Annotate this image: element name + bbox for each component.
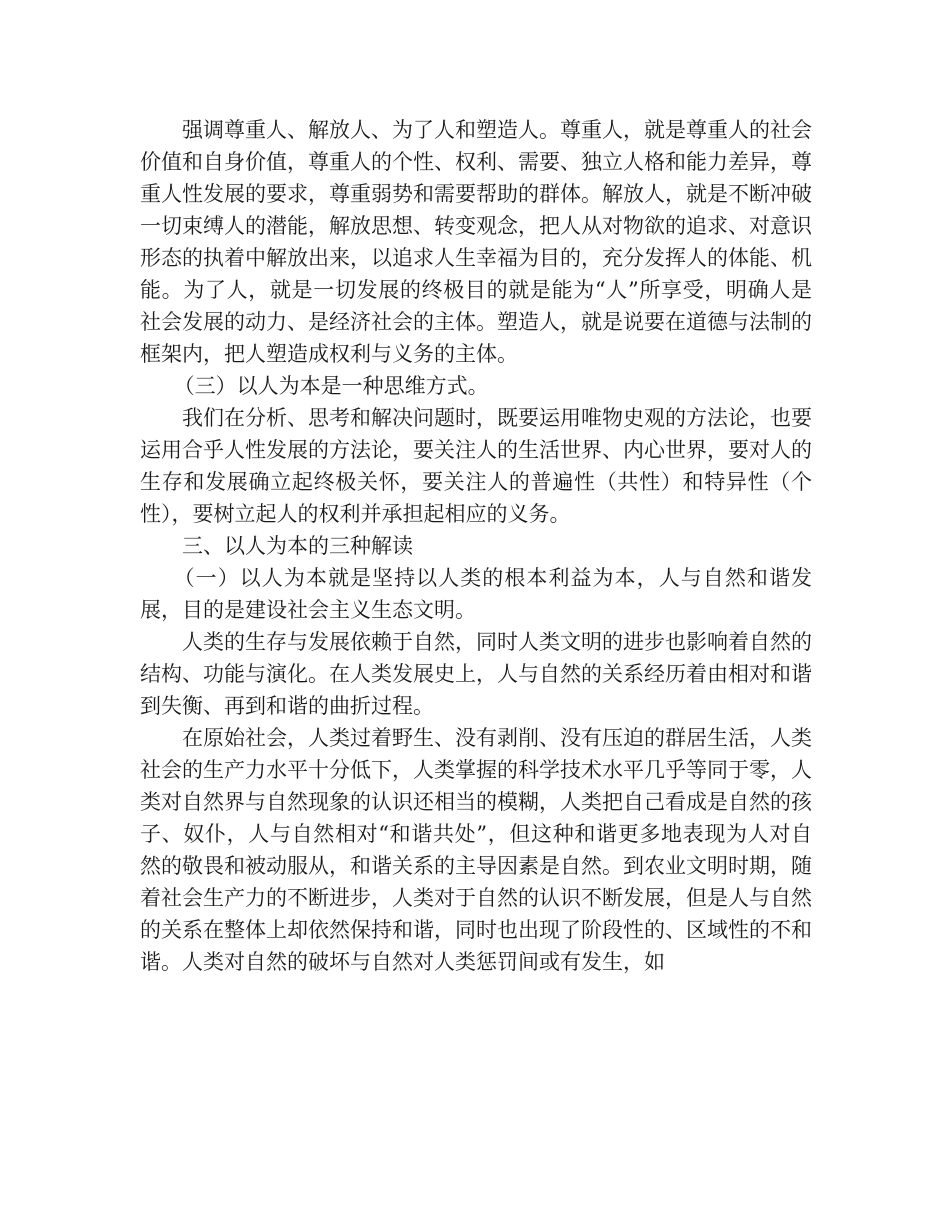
paragraph-methodology: 我们在分析、思考和解决问题时，既要运用唯物史观的方法论，也要运用合乎人性发展的方法论，要关注人的生活世界、内心世界，要对人的生存和发展确立起终极关怀，要关注人的普遍性（共性）和特异性（个性），要树立起人的权利并承担起相应的义务。 <box>140 406 812 526</box>
paragraph-primitive-society: 在原始社会，人类过着野生、没有剥削、没有压迫的群居生活，人类社会的生产力水平十分低下，人类掌握的科学技术水平几乎等同于零，人类对自然界与自然现象的认识还相当的模糊，人类把自己看成是自然的孩子、奴仆，人与自然相对“和谐共处”，但这种和谐更多地表现为人对自然的敬畏和被动服从，和谐关系的主导因素是自然。到农业文明时期，随着社会生产力的不断进步，人类对于自然的认识不断发展，但是人与自然的关系在整体上却依然保持和谐，同时也出现了阶段性的、区域性的不和谐。人类对自然的破坏与自然对人类惩罚间或有发生，如 <box>140 726 812 974</box>
section-heading-three-readings: 三、以人为本的三种解读 <box>182 534 413 558</box>
subheading-thinking-mode: （三）以人为本是一种思维方式。 <box>173 374 489 398</box>
subheading-human-nature-harmony: （一）以人为本就是坚持以人类的根本利益为本，人与自然和谐发展，目的是建设社会主义生态文明。 <box>140 566 812 622</box>
paragraph-respect-people: 强调尊重人、解放人、为了人和塑造人。尊重人，就是尊重人的社会价值和自身价值，尊重人的个性、权利、需要、独立人格和能力差异，尊重人性发展的要求，尊重弱势和需要帮助的群体。解放人，就是不断冲破一切束缚人的潜能，解放思想、转变观念，把人从对物欲的追求、对意识形态的执着中解放出来，以追求人生幸福为目的，充分发挥人的体能、机能。为了人，就是一切发展的终极目的就是能为“人”所享受，明确人是社会发展的动力、是经济社会的主体。塑造人，就是说要在道德与法制的框架内，把人塑造成权利与义务的主体。 <box>140 118 812 366</box>
paragraph-human-nature-relation: 人类的生存与发展依赖于自然，同时人类文明的进步也影响着自然的结构、功能与演化。在人类发展史上，人与自然的关系经历着由相对和谐到失衡、再到和谐的曲折过程。 <box>140 630 812 718</box>
document-body <box>140 114 812 978</box>
